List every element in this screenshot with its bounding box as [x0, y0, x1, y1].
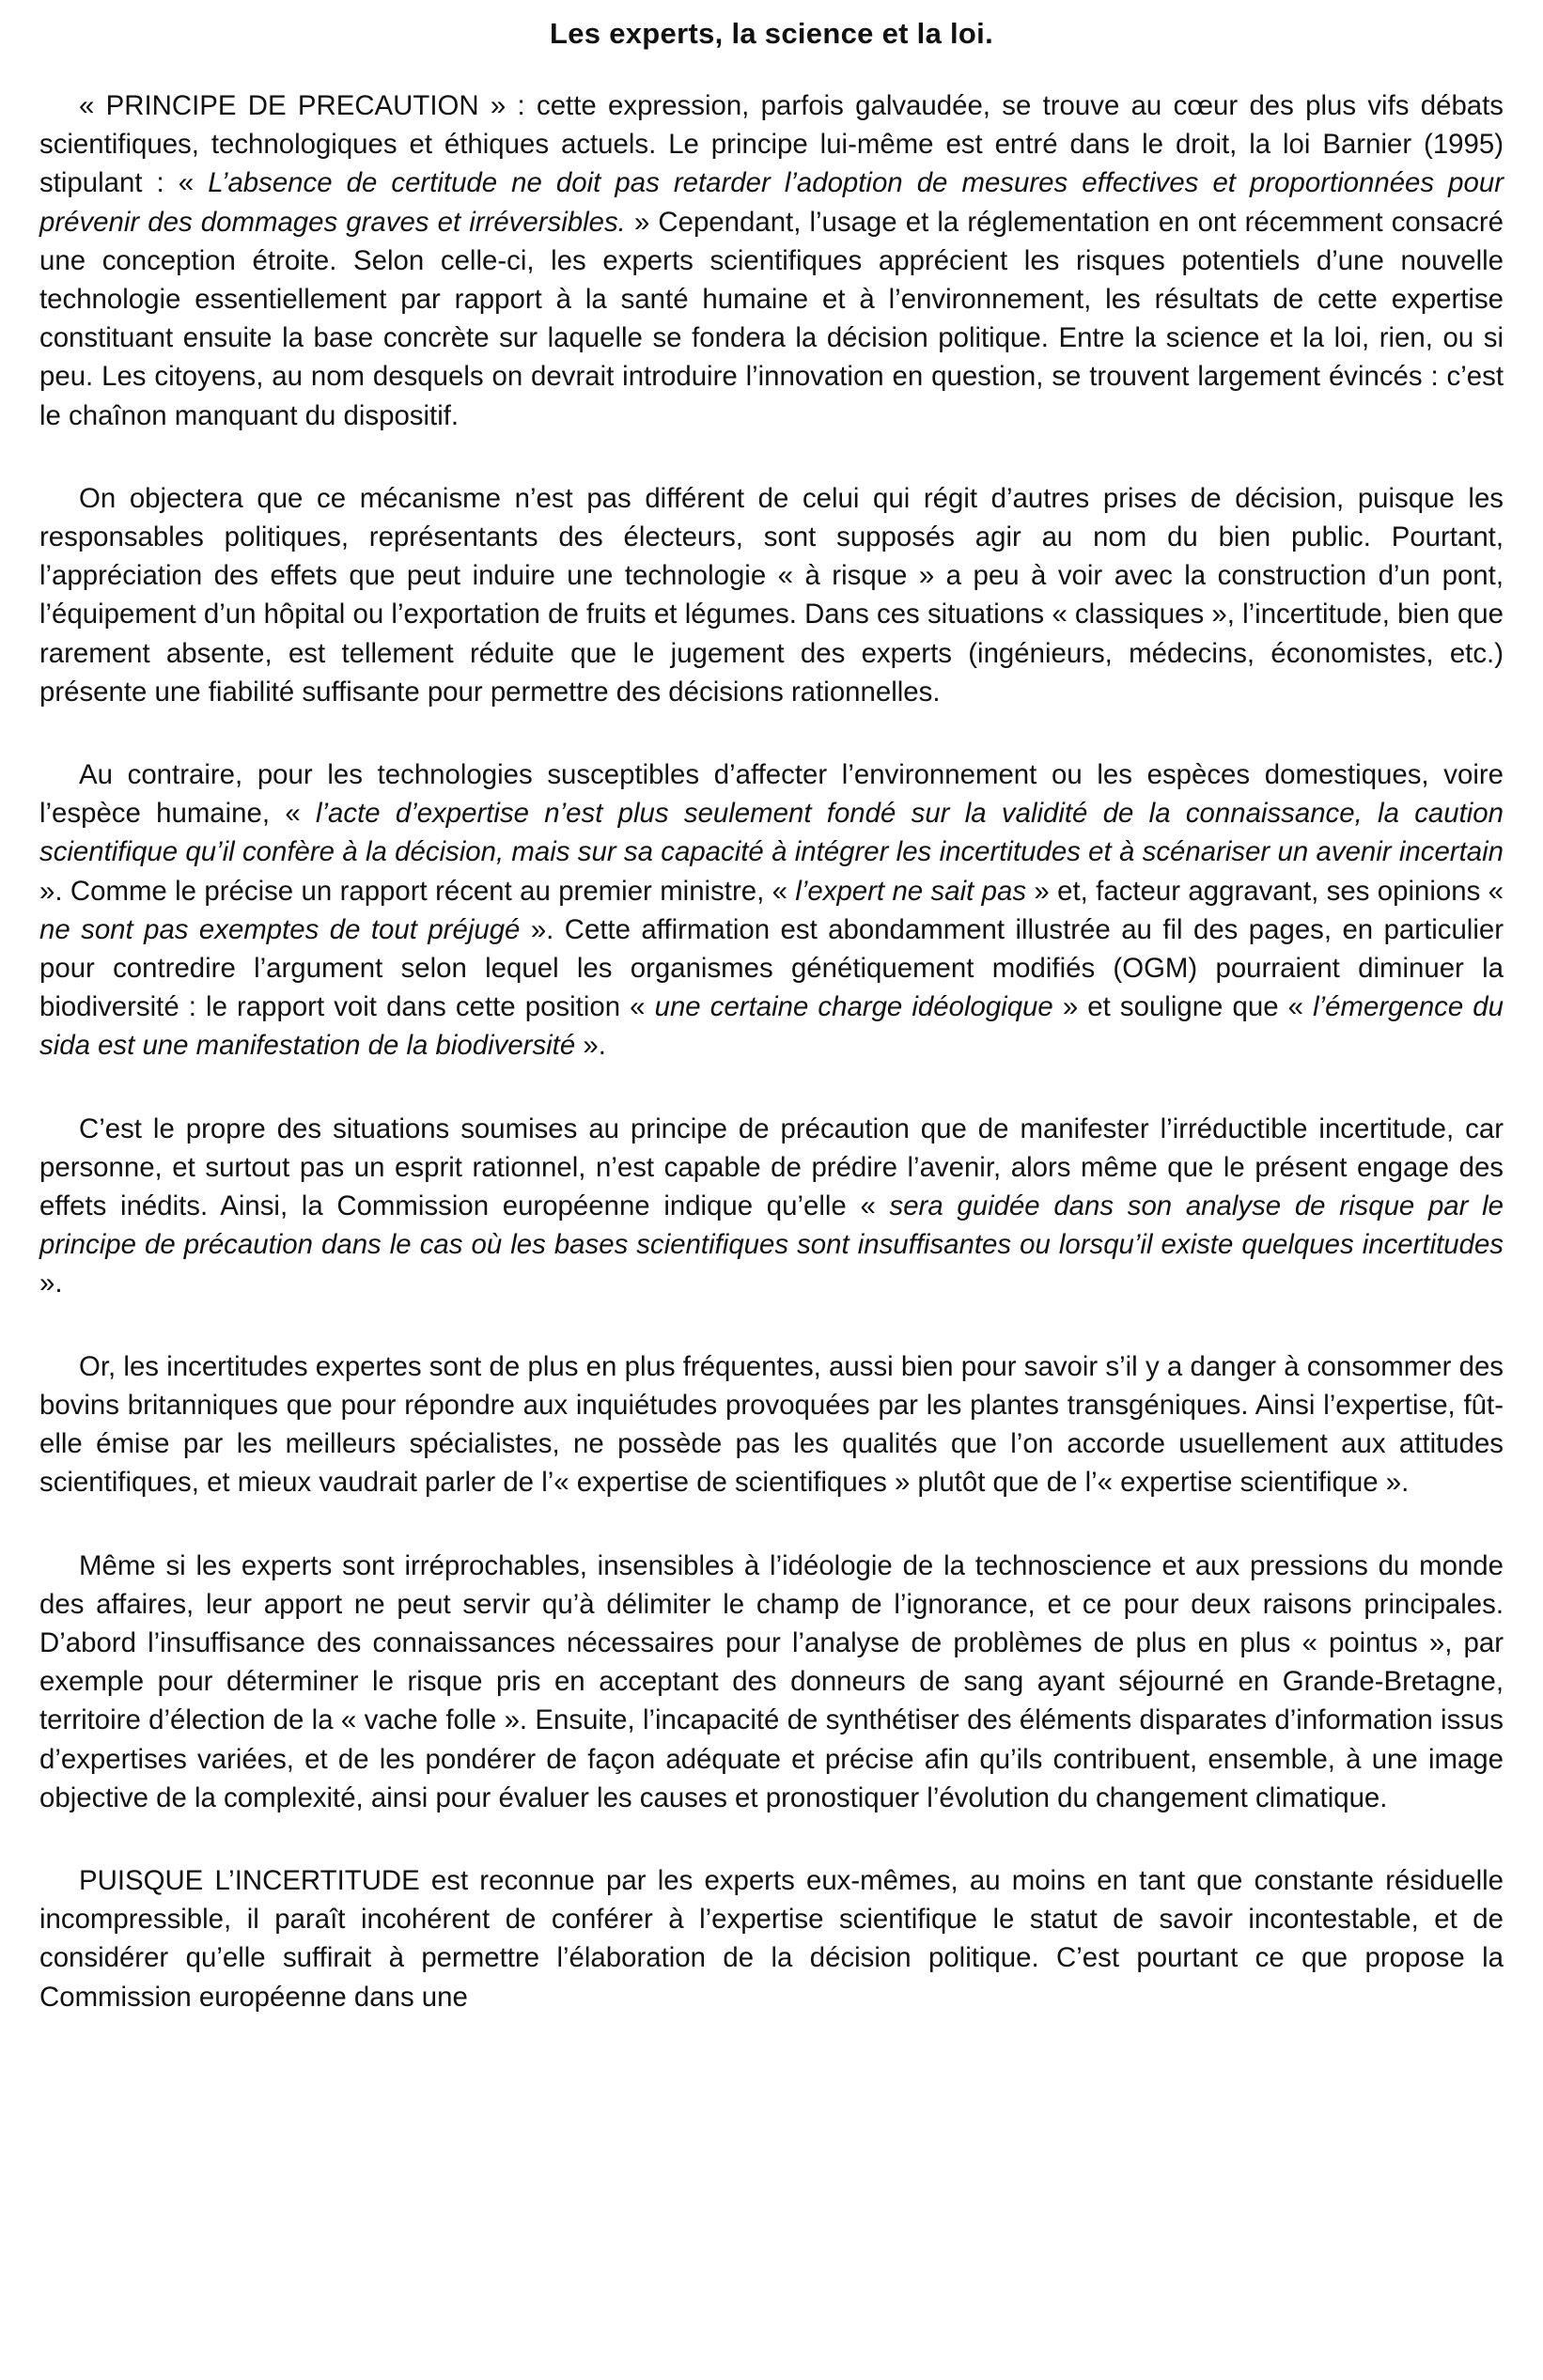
text-run: ». — [575, 1030, 606, 1062]
text-run: ». — [39, 1268, 63, 1299]
document-page — [39, 17, 1504, 2016]
text-run: » et souligne que « — [1052, 991, 1314, 1023]
italic-quote: ne sont pas exemptes de tout préjugé — [39, 913, 521, 945]
paragraph — [39, 1110, 1504, 1303]
italic-quote: l’expert ne sait pas — [795, 875, 1027, 907]
text-run: « PRINCIPE DE PRECAUTION » : cette expression, parfois galvaudée, se trouve au cœur des plus vifs débats scientifiques, technologiques et éthiques actuels. Le principe lui-même est entré dans le droit, la loi Barnier (1995) stipulant : « — [39, 90, 1504, 199]
text-run: ». Comme le précise un rapport récent au premier ministre, « — [39, 875, 796, 907]
italic-quote: une certaine charge idéologique — [654, 991, 1053, 1023]
paragraph — [39, 1861, 1504, 2016]
italic-quote: L’absence de certitude ne doit pas retarder l’adoption de mesures effectives et proportionnées pour prévenir des dommages graves et irréversibles. — [39, 167, 1504, 238]
paragraph — [39, 479, 1504, 711]
text-run: On objectera que ce mécanisme n’est pas différent de celui qui régit d’autres prises de décision, puisque les responsables politiques, représentants des électeurs, sont supposés agir au nom du bien public. Pourtant, l’appréciation des effets que peut induire une technologie « à risque » a peu à voir avec la construction d’un pont, l’équipement d’un hôpital ou l’exportation de fruits et légumes. Dans ces situations « classiques », l’incertitude, bien que rarement absente, est tellement réduite que le jugement des experts (ingénieurs, médecins, économistes, etc.) présente une fiabilité suffisante pour permettre des décisions rationnelles. — [39, 482, 1504, 708]
text-run: Or, les incertitudes expertes sont de plus en plus fréquentes, aussi bien pour savoir s’il y a danger à consommer des bovins britanniques que pour répondre aux inquiétudes provoquées par les plantes transgéniques. Ainsi l’expertise, fût-elle émise par les meilleurs spécialistes, ne possède pas les qualités que l’on accorde usuellement aux attitudes scientifiques, et mieux vaudrait parler de l’« expertise de scientifiques » plutôt que de l’« expertise scientifique ». — [39, 1350, 1504, 1499]
paragraph — [39, 1547, 1504, 1817]
italic-quote: sera guidée dans son analyse de risque par le principe de précaution dans le cas où les bases scientifiques sont insuffisantes ou lorsqu’il existe quelques incertitudes — [39, 1190, 1504, 1261]
text-run: » et, facteur aggravant, ses opinions « — [1026, 875, 1504, 907]
text-run: Même si les experts sont irréprochables, insensibles à l’idéologie de la technoscience et aux pressions du monde des affaires, leur apport ne peut servir qu’à délimiter le champ de l’ignorance, et ce pour deux raisons principales. D’abord l’insuffisance des connaissances nécessaires pour l’analyse de problèmes de plus en plus « pointus », par exemple pour déterminer le risque pris en acceptant des donneurs de sang ayant séjourné en Grande-Bretagne, territoire d’élection de la « vache folle ». Ensuite, l’incapacité de synthétiser des éléments disparates d’information issus d’expertises variées, et de les pondérer de façon adéquate et précise afin qu’ils contribuent, ensemble, à une image objective de la complexité, ainsi pour évaluer les causes et pronostiquer l’évolution du changement climatique. — [39, 1549, 1504, 1813]
paragraph — [39, 755, 1504, 1066]
text-run: C’est le propre des situations soumises au principe de précaution que de manifester l’irréductible incertitude, car personne, et surtout pas un esprit rationnel, n’est capable de prédire l’avenir, alors même que le présent engage des effets inédits. Ainsi, la Commission européenne indique qu’elle « — [39, 1112, 1504, 1222]
italic-quote: l’acte d’expertise n’est plus seulement fondé sur la validité de la connaissance, la caution scientifique qu’il confère à la décision, mais sur sa capacité à intégrer les incertitudes et à scénariser un avenir incertain — [39, 798, 1504, 868]
paragraph — [39, 1347, 1504, 1502]
paragraph — [39, 86, 1504, 435]
text-run: » Cependant, l’usage et la réglementation en ont récemment consacré une conception étroite. Selon celle-ci, les experts scientifiques apprécient les risques potentiels d’une nouvelle technologie essentiellement par rapport à la santé humaine et à l’environnement, les résultats de cette expertise constituant ensuite la base concrète sur laquelle se fondera la décision politique. Entre la science et la loi, rien, ou si peu. Les citoyens, au nom desquels on devrait introduire l’innovation en question, se trouvent largement évincés : c’est le chaînon manquant du dispositif. — [39, 206, 1504, 431]
document-body — [39, 86, 1504, 2016]
text-run: PUISQUE L’INCERTITUDE est reconnue par les experts eux-mêmes, au moins en tant que constante résiduelle incompressible, il paraît incohérent de conférer à l’expertise scientifique le statut de savoir incontestable, et de considérer qu’elle suffirait à permettre l’élaboration de la décision politique. C’est pourtant ce que propose la Commission européenne dans une — [39, 1864, 1504, 2013]
document-title: Les experts, la science et la loi. — [550, 17, 993, 50]
text-run: Au contraire, pour les technologies susceptibles d’affecter l’environnement ou les espèces domestiques, voire l’espèce humaine, « — [39, 759, 1504, 830]
italic-quote: l’émergence du sida est une manifestation de la biodiversité — [39, 991, 1504, 1062]
text-run: ». Cette affirmation est abondamment illustrée au fil des pages, en particulier pour contredire l’argument selon lequel les organismes génétiquement modifiés (OGM) pourraient diminuer la biodiversité : le rapport voit dans cette position « — [39, 913, 1504, 1023]
